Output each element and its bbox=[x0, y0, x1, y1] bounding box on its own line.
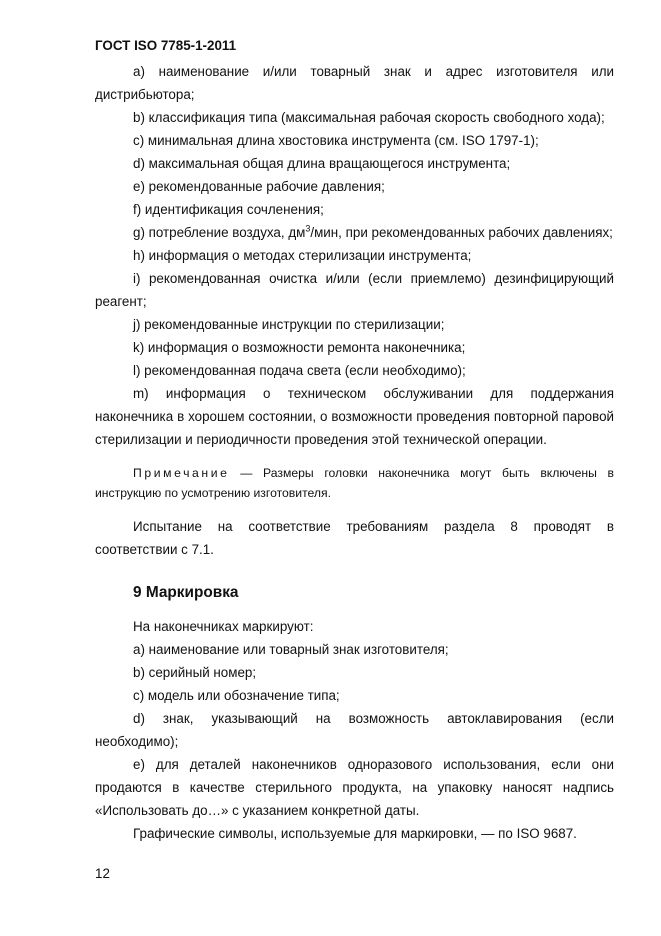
list-item-g-post: /мин, при рекомендованных рабочих давлениях; bbox=[310, 225, 613, 240]
list-item-g-pre: g) потребление воздуха, дм bbox=[133, 225, 306, 240]
marking-item-a: a) наименование или товарный знак изготовителя; bbox=[133, 642, 449, 657]
list-item-g bbox=[95, 221, 614, 244]
list-item-d: d) максимальная общая длина вращающегося инструмента; bbox=[133, 156, 511, 171]
list-item-b: b) классификация типа (максимальная рабочая скорость свободного хода); bbox=[133, 110, 605, 125]
list-item-h: h) информация о методах стерилизации инструмента; bbox=[133, 248, 472, 263]
marking-item-d: d) знак, указывающий на возможность автоклавирования (если необходимо); bbox=[95, 711, 614, 749]
marking-item-c: c) модель или обозначение типа; bbox=[133, 688, 340, 703]
list-item-e: e) рекомендованные рабочие давления; bbox=[133, 179, 385, 194]
note-text: — Размеры головки наконечника могут быть включены в инструкцию по усмотрению изготовителя. bbox=[95, 466, 614, 500]
list-item-l: l) рекомендованная подача света (если необходимо); bbox=[133, 363, 466, 378]
list-item-f: f) идентификация сочленения; bbox=[133, 202, 324, 217]
note-paragraph bbox=[95, 463, 614, 503]
list-item-j: j) рекомендованные инструкции по стерилизации; bbox=[133, 317, 445, 332]
list-item-m: m) информация о техническом обслуживании для поддержания наконечника в хорошем состоянии, о возможности проведения повторной паровой стерилизации и периодичности проведения этой технической операции. bbox=[95, 386, 614, 447]
body-text bbox=[95, 60, 614, 845]
list-item-g-sup: 3 bbox=[305, 223, 311, 234]
marking-item-b: b) серийный номер; bbox=[133, 665, 257, 680]
list-item-c: c) минимальная длина хвостовика инструмента (см. ISO 1797-1); bbox=[133, 133, 539, 148]
test-paragraph: Испытание на соответствие требованиям раздела 8 проводят в соответствии с 7.1. bbox=[95, 519, 614, 557]
section-heading: 9 Маркировка bbox=[133, 584, 239, 601]
section-intro: На наконечниках маркируют: bbox=[133, 619, 314, 634]
list-item-a: a) наименование и/или товарный знак и адрес изготовителя или дистрибьютора; bbox=[95, 64, 614, 102]
marking-item-e: e) для деталей наконечников одноразового использования, если они продаются в качестве стерильного продукта, на упаковку наносят надпись «Использовать до…» с указанием конкретной даты. bbox=[95, 757, 614, 818]
document-header: ГОСТ ISO 7785-1-2011 bbox=[95, 38, 237, 53]
note-label: Примечание bbox=[133, 466, 230, 480]
list-item-k: k) информация о возможности ремонта наконечника; bbox=[133, 340, 466, 355]
graphic-symbols-paragraph: Графические символы, используемые для маркировки, — по ISO 9687. bbox=[133, 826, 577, 841]
list-item-i: i) рекомендованная очистка и/или (если приемлемо) дезинфицирующий реагент; bbox=[95, 271, 614, 309]
page-number: 12 bbox=[95, 866, 110, 881]
